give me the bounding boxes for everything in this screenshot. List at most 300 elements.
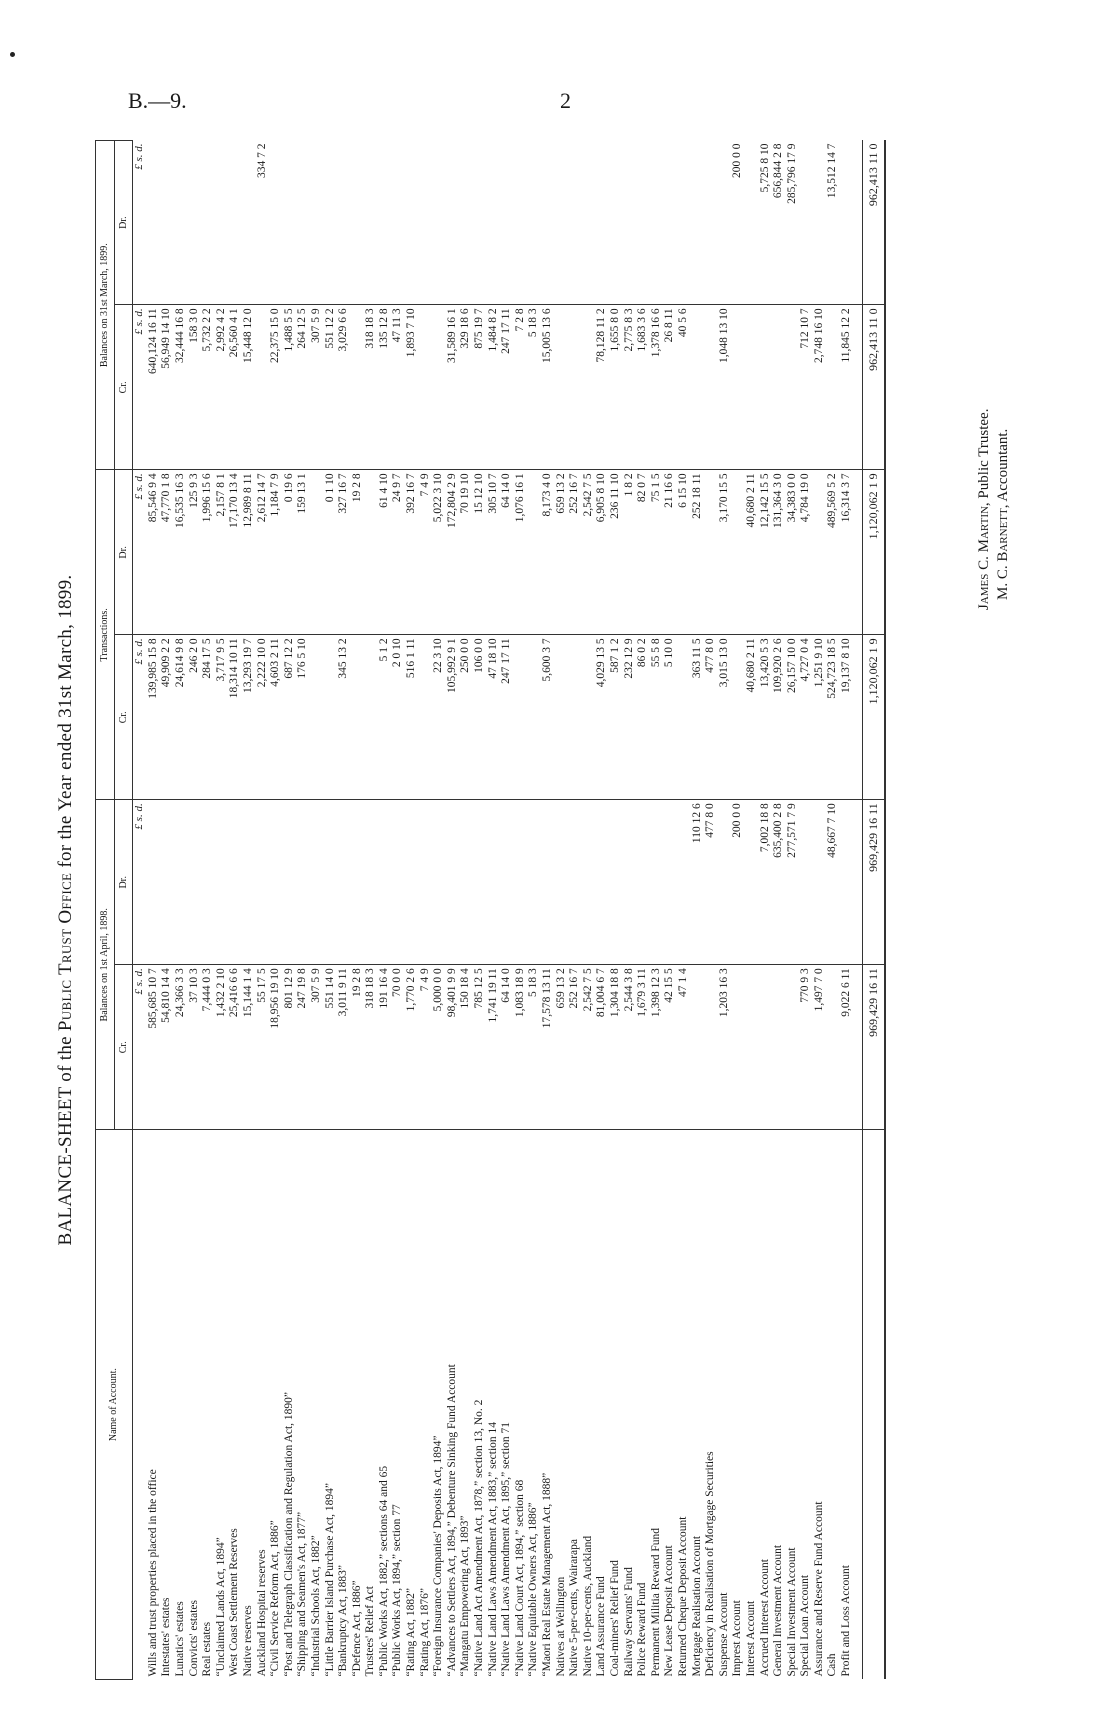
amount-b2dr bbox=[663, 141, 677, 305]
amount-b2cr bbox=[555, 305, 569, 470]
amount-b2cr bbox=[826, 305, 840, 470]
amount-b2dr bbox=[419, 141, 433, 305]
amount-tdr: 82 0 7 bbox=[636, 470, 650, 635]
account-name: West Coast Settlement Reserves bbox=[228, 1528, 241, 1677]
amount-tcr: 4,603 2 11 bbox=[269, 635, 283, 800]
amount-b2cr: 247 17 11 bbox=[500, 305, 514, 470]
amount-b2dr bbox=[745, 141, 759, 305]
amount-b1dr bbox=[677, 800, 691, 965]
amount-tdr: 8,173 4 0 bbox=[541, 470, 555, 635]
amount-tcr: 109,920 2 6 bbox=[772, 635, 786, 800]
amount-b2dr bbox=[364, 141, 378, 305]
amount-b2cr bbox=[691, 305, 705, 470]
amount-b1dr bbox=[405, 800, 419, 965]
account-name: “Defence Act, 1886” bbox=[350, 1580, 363, 1677]
amount-b1cr: 318 18 3 bbox=[364, 965, 378, 1130]
amount-b1cr: 18,956 19 10 bbox=[269, 965, 283, 1130]
table-row bbox=[459, 141, 473, 1680]
amount-b2dr bbox=[242, 141, 256, 305]
table-row bbox=[188, 141, 202, 1680]
table-row bbox=[283, 141, 297, 1680]
amount-b1cr: 47 1 4 bbox=[677, 965, 691, 1130]
table-row bbox=[337, 141, 351, 1680]
amount-tdr: 659 13 2 bbox=[555, 470, 569, 635]
table-row bbox=[256, 141, 270, 1680]
amount-b2dr bbox=[718, 141, 732, 305]
amount-tdr: 159 13 1 bbox=[296, 470, 310, 635]
amount-tcr: 232 12 9 bbox=[623, 635, 637, 800]
amount-b1cr: 64 14 0 bbox=[500, 965, 514, 1130]
amount-b2dr: 13,512 14 7 bbox=[826, 141, 840, 305]
account-name: Permanent Militia Reward Fund bbox=[649, 1527, 662, 1677]
account-name: “Post and Telegraph Classification and Regulation Act, 1890” bbox=[282, 1391, 295, 1677]
amount-b1dr bbox=[514, 800, 528, 965]
account-name: “Native Land Court Act, 1894,” section 68 bbox=[513, 1479, 526, 1677]
amount-b1cr: 3,011 9 11 bbox=[337, 965, 351, 1130]
account-name: Land Assurance Fund bbox=[595, 1576, 608, 1677]
table-row bbox=[242, 141, 256, 1680]
amount-b2cr: 22,375 15 0 bbox=[269, 305, 283, 470]
table-row bbox=[391, 141, 405, 1680]
amount-b1cr: 42 15 5 bbox=[663, 965, 677, 1130]
table-row bbox=[677, 141, 691, 1680]
amount-tcr: 13,293 19 7 bbox=[242, 635, 256, 800]
amount-tcr bbox=[582, 635, 596, 800]
amount-b1dr bbox=[378, 800, 392, 965]
amount-tcr: 516 1 11 bbox=[405, 635, 419, 800]
account-rows bbox=[133, 141, 854, 1680]
account-name: Native 10-per-cents, Auckland bbox=[581, 1535, 594, 1677]
amount-b1cr: 1,083 18 9 bbox=[514, 965, 528, 1130]
header-row-groups bbox=[96, 141, 115, 1680]
total-trans-dr: 1,120,062 1 9 bbox=[862, 470, 885, 635]
account-name: “Industrial Schools Act, 1882” bbox=[309, 1535, 322, 1677]
amount-b2dr bbox=[813, 141, 827, 305]
amount-b1dr: 7,002 18 8 bbox=[759, 800, 773, 965]
amount-b2cr bbox=[351, 305, 365, 470]
account-name: Special Investment Account bbox=[785, 1547, 798, 1677]
col-cr: Cr. bbox=[114, 965, 133, 1130]
spacer-row bbox=[854, 141, 863, 1680]
amount-tdr: 40,680 2 11 bbox=[745, 470, 759, 635]
trustee-title: Public Trustee. bbox=[976, 408, 992, 499]
account-name: Interest Account bbox=[744, 1600, 757, 1677]
title-office: Public Trust Office bbox=[55, 872, 76, 1032]
amount-b1dr: 200 0 0 bbox=[731, 800, 745, 965]
amount-b2dr bbox=[799, 141, 813, 305]
amount-b1dr bbox=[650, 800, 664, 965]
amount-b1dr bbox=[147, 800, 161, 965]
amount-tcr: 19,137 8 10 bbox=[840, 635, 854, 800]
amount-b1cr: 5 18 3 bbox=[527, 965, 541, 1130]
amount-b2cr: 1,488 5 5 bbox=[283, 305, 297, 470]
amount-b2dr bbox=[704, 141, 718, 305]
amount-tdr bbox=[731, 470, 745, 635]
amount-tcr: 24,614 9 8 bbox=[174, 635, 188, 800]
amount-tdr bbox=[704, 470, 718, 635]
amount-b2dr bbox=[296, 141, 310, 305]
amount-tdr: 125 9 3 bbox=[188, 470, 202, 635]
table-row bbox=[432, 141, 446, 1680]
amount-tcr: 4,029 13 5 bbox=[595, 635, 609, 800]
amount-tdr bbox=[310, 470, 324, 635]
table-row bbox=[500, 141, 514, 1680]
amount-b1dr bbox=[473, 800, 487, 965]
total-b1-cr: 969,429 16 11 bbox=[862, 965, 885, 1130]
amount-tdr: 3,170 15 5 bbox=[718, 470, 732, 635]
amount-tcr bbox=[419, 635, 433, 800]
amount-b2cr: 875 19 7 bbox=[473, 305, 487, 470]
table-row bbox=[745, 141, 759, 1680]
table-row bbox=[527, 141, 541, 1680]
amount-tdr: 2,542 7 5 bbox=[582, 470, 596, 635]
amount-b1dr bbox=[201, 800, 215, 965]
amount-b1cr: 785 12 5 bbox=[473, 965, 487, 1130]
amount-b2dr bbox=[446, 141, 460, 305]
amount-b1dr: 110 12 6 bbox=[691, 800, 705, 965]
amount-tcr: 2,222 10 0 bbox=[256, 635, 270, 800]
signatures bbox=[975, 409, 1013, 610]
table-row bbox=[378, 141, 392, 1680]
account-name: Police Reward Fund bbox=[636, 1582, 649, 1677]
amount-b2cr: 56,949 14 10 bbox=[160, 305, 174, 470]
table-row bbox=[324, 141, 338, 1680]
amount-tcr: 40,680 2 11 bbox=[745, 635, 759, 800]
account-name: “Mangatu Empowering Act, 1893” bbox=[459, 1515, 472, 1677]
amount-b2cr: 15,005 13 6 bbox=[541, 305, 555, 470]
amount-b2dr bbox=[514, 141, 528, 305]
title-rest: for the Year ended 31st March, 1899. bbox=[55, 574, 76, 873]
account-name: “Advances to Settlers Act, 1894,” Debenture Sinking Fund Account bbox=[445, 1364, 458, 1677]
account-name: “Shipping and Seamen's Act, 1877” bbox=[296, 1511, 309, 1677]
amount-tcr: 477 8 0 bbox=[704, 635, 718, 800]
amount-b2cr: 1,484 8 2 bbox=[487, 305, 501, 470]
amount-b1dr bbox=[269, 800, 283, 965]
amount-tdr: 5,022 3 10 bbox=[432, 470, 446, 635]
amount-b1cr: 70 0 0 bbox=[391, 965, 405, 1130]
amount-b1dr bbox=[663, 800, 677, 965]
amount-b2dr: 200 0 0 bbox=[731, 141, 745, 305]
col-group-bal1898: Balances on 1st April, 1898. bbox=[96, 800, 115, 1130]
amount-b1cr: 247 19 8 bbox=[296, 965, 310, 1130]
amount-b1cr bbox=[772, 965, 786, 1130]
accountant-signature bbox=[994, 409, 1013, 610]
amount-tdr: 1,996 15 6 bbox=[201, 470, 215, 635]
amount-b1cr: 1,497 7 0 bbox=[813, 965, 827, 1130]
amount-b1cr: 2,542 7 5 bbox=[582, 965, 596, 1130]
amount-b2dr: 656,844 2 8 bbox=[772, 141, 786, 305]
amount-b2dr bbox=[201, 141, 215, 305]
amount-b1dr bbox=[364, 800, 378, 965]
trustee-name: James C. Martin, bbox=[976, 502, 992, 610]
col-group-transactions: Transactions. bbox=[96, 470, 115, 800]
amount-b2cr: 26,560 4 1 bbox=[228, 305, 242, 470]
amount-tdr: 0 19 6 bbox=[283, 470, 297, 635]
amount-b1cr: 19 2 8 bbox=[351, 965, 365, 1130]
amount-b1cr: 1,304 18 8 bbox=[609, 965, 623, 1130]
amount-b2cr bbox=[745, 305, 759, 470]
amount-b1cr: 801 12 9 bbox=[283, 965, 297, 1130]
amount-tcr: 106 0 0 bbox=[473, 635, 487, 800]
account-name: “Rating Act, 1876” bbox=[418, 1588, 431, 1677]
amount-b1dr bbox=[351, 800, 365, 965]
amount-b2dr: 5,725 8 10 bbox=[759, 141, 773, 305]
account-name: “Little Barrier Island Purchase Act, 1894” bbox=[323, 1482, 336, 1677]
stray-mark bbox=[10, 52, 15, 57]
amount-b1cr: 551 14 0 bbox=[324, 965, 338, 1130]
amount-tcr: 687 12 2 bbox=[283, 635, 297, 800]
amount-tcr bbox=[677, 635, 691, 800]
amount-tdr: 47,770 1 8 bbox=[160, 470, 174, 635]
units-label: £ s. d. bbox=[133, 965, 147, 1130]
amount-b1cr: 191 16 4 bbox=[378, 965, 392, 1130]
account-name: Railway Servants' Fund bbox=[622, 1567, 635, 1677]
amount-b2cr bbox=[256, 305, 270, 470]
total-trans-cr: 1,120,062 1 9 bbox=[862, 635, 885, 800]
account-name: Coal-miners' Relief Fund bbox=[608, 1560, 621, 1677]
amount-b1dr bbox=[242, 800, 256, 965]
col-dr: Dr. bbox=[114, 470, 133, 635]
amount-b2cr bbox=[432, 305, 446, 470]
amount-b1dr bbox=[500, 800, 514, 965]
amount-b1cr: 81,004 6 7 bbox=[595, 965, 609, 1130]
amount-b2dr bbox=[691, 141, 705, 305]
amount-tcr: 5,600 3 7 bbox=[541, 635, 555, 800]
amount-tdr: 4,784 19 0 bbox=[799, 470, 813, 635]
account-name: Convicts' estates bbox=[187, 1600, 200, 1677]
amount-tdr: 2,157 8 1 bbox=[215, 470, 229, 635]
amount-tcr: 139,985 15 8 bbox=[147, 635, 161, 800]
amount-b2dr bbox=[650, 141, 664, 305]
amount-tdr: 252 18 11 bbox=[691, 470, 705, 635]
amount-b1cr: 1,432 2 10 bbox=[215, 965, 229, 1130]
account-name: Wills and trust properties placed in the office bbox=[146, 1469, 159, 1677]
account-name: “Native Equitable Owners Act, 1886” bbox=[527, 1502, 540, 1677]
amount-tdr: 64 14 0 bbox=[500, 470, 514, 635]
table-row bbox=[759, 141, 773, 1680]
amount-tcr: 5 10 0 bbox=[663, 635, 677, 800]
table-row bbox=[786, 141, 800, 1680]
amount-b1dr bbox=[487, 800, 501, 965]
table-row bbox=[718, 141, 732, 1680]
amount-tcr: 47 18 10 bbox=[487, 635, 501, 800]
amount-b2dr bbox=[324, 141, 338, 305]
amount-b1dr bbox=[296, 800, 310, 965]
amount-b2cr: 551 12 2 bbox=[324, 305, 338, 470]
account-name: “Civil Service Reform Act, 1886” bbox=[269, 1520, 282, 1677]
amount-b2cr: 26 8 11 bbox=[663, 305, 677, 470]
amount-b1dr: 635,400 2 8 bbox=[772, 800, 786, 965]
units-label: £ s. d. bbox=[133, 800, 147, 965]
account-name: Auckland Hospital reserves bbox=[255, 1549, 268, 1677]
amount-b2cr: 158 3 0 bbox=[188, 305, 202, 470]
table-row bbox=[826, 141, 840, 1680]
account-name: Intestates' estates bbox=[160, 1597, 173, 1677]
amount-b2dr bbox=[840, 141, 854, 305]
account-name: “Native Land Laws Amendment Act, 1895,” section 71 bbox=[500, 1421, 513, 1677]
amount-tcr: 55 5 8 bbox=[650, 635, 664, 800]
amount-b1cr: 25,416 6 6 bbox=[228, 965, 242, 1130]
amount-b2dr: 285,796 17 9 bbox=[786, 141, 800, 305]
amount-b1cr: 24,366 3 3 bbox=[174, 965, 188, 1130]
amount-tcr bbox=[351, 635, 365, 800]
table-row bbox=[691, 141, 705, 1680]
amount-tcr bbox=[731, 635, 745, 800]
amount-b2dr bbox=[174, 141, 188, 305]
amount-b2cr: 1,655 8 0 bbox=[609, 305, 623, 470]
amount-b1cr: 1,770 2 6 bbox=[405, 965, 419, 1130]
col-cr: Cr. bbox=[114, 635, 133, 800]
amount-b1cr: 17,578 13 11 bbox=[541, 965, 555, 1130]
col-group-bal1899: Balances on 31st March, 1899. bbox=[96, 141, 115, 470]
amount-b1cr: 252 16 7 bbox=[568, 965, 582, 1130]
table-row bbox=[772, 141, 786, 1680]
total-b2-dr: 962,413 11 0 bbox=[862, 141, 885, 305]
table-row bbox=[160, 141, 174, 1680]
account-name: New Lease Deposit Account bbox=[663, 1545, 676, 1677]
amount-b2dr bbox=[378, 141, 392, 305]
account-name: Suspense Account bbox=[717, 1592, 730, 1677]
rotated-sheet bbox=[55, 130, 1055, 1690]
amount-tdr bbox=[813, 470, 827, 635]
units-label: £ s. d. bbox=[133, 470, 147, 635]
accountant-title: Accountant. bbox=[995, 428, 1011, 502]
amount-b2dr: 334 7 2 bbox=[256, 141, 270, 305]
account-name: “Foreign Insurance Companies' Deposits Act, 1894” bbox=[432, 1435, 445, 1677]
amount-b2cr: 32,444 16 8 bbox=[174, 305, 188, 470]
amount-b1cr: 307 5 9 bbox=[310, 965, 324, 1130]
amount-b1dr bbox=[215, 800, 229, 965]
amount-tdr: 392 16 7 bbox=[405, 470, 419, 635]
amount-tdr: 327 16 7 bbox=[337, 470, 351, 635]
amount-tdr: 12,142 15 5 bbox=[759, 470, 773, 635]
account-name: “Native Land Laws Amendment Act, 1883,” section 14 bbox=[486, 1421, 499, 1677]
amount-b2cr: 78,128 11 2 bbox=[595, 305, 609, 470]
table-row bbox=[623, 141, 637, 1680]
amount-b2cr: 7 2 8 bbox=[514, 305, 528, 470]
amount-tcr: 18,314 10 11 bbox=[228, 635, 242, 800]
amount-b1cr bbox=[745, 965, 759, 1130]
table-row bbox=[473, 141, 487, 1680]
amount-b2cr: 640,124 16 11 bbox=[147, 305, 161, 470]
account-name: Native 5-per-cents, Wairarapa bbox=[568, 1538, 581, 1677]
amount-b2cr: 264 12 5 bbox=[296, 305, 310, 470]
amount-b1dr bbox=[419, 800, 433, 965]
col-dr: Dr. bbox=[114, 141, 133, 305]
amount-tdr: 15 12 10 bbox=[473, 470, 487, 635]
amount-tcr bbox=[555, 635, 569, 800]
account-name: Natives at Wellington bbox=[554, 1576, 567, 1677]
page-number: 2 bbox=[560, 88, 571, 113]
amount-b2dr bbox=[391, 141, 405, 305]
total-b2-cr: 962,413 11 0 bbox=[862, 305, 885, 470]
amount-tdr: 489,569 5 2 bbox=[826, 470, 840, 635]
amount-b1dr bbox=[160, 800, 174, 965]
amount-b1cr: 98,401 9 9 bbox=[446, 965, 460, 1130]
account-name: “Rating Act, 1882” bbox=[405, 1588, 418, 1677]
table-row bbox=[269, 141, 283, 1680]
amount-b2dr bbox=[487, 141, 501, 305]
amount-tdr: 1 8 2 bbox=[623, 470, 637, 635]
amount-b1dr: 48,667 7 10 bbox=[826, 800, 840, 965]
table-row bbox=[405, 141, 419, 1680]
amount-b2cr: 11,845 12 2 bbox=[840, 305, 854, 470]
totals-row bbox=[862, 141, 885, 1680]
amount-tdr: 6,905 8 10 bbox=[595, 470, 609, 635]
account-name: Profit and Loss Account bbox=[840, 1565, 853, 1677]
amount-tcr: 363 11 5 bbox=[691, 635, 705, 800]
balance-sheet-table bbox=[95, 140, 886, 1680]
amount-tdr bbox=[364, 470, 378, 635]
account-name: “Native Land Act Amendment Act, 1878,” section 13, No. 2 bbox=[473, 1399, 486, 1677]
amount-b2dr bbox=[609, 141, 623, 305]
amount-tcr: 3,717 9 5 bbox=[215, 635, 229, 800]
account-name: Special Loan Account bbox=[799, 1574, 812, 1677]
amount-b1cr: 54,810 14 4 bbox=[160, 965, 174, 1130]
account-name: Returned Cheque Deposit Account bbox=[676, 1516, 689, 1677]
amount-tcr: 4,727 0 4 bbox=[799, 635, 813, 800]
amount-tdr: 12,989 8 11 bbox=[242, 470, 256, 635]
amount-tcr: 3,015 13 0 bbox=[718, 635, 732, 800]
amount-b2dr bbox=[269, 141, 283, 305]
amount-b1dr bbox=[310, 800, 324, 965]
amount-b2cr: 47 11 3 bbox=[391, 305, 405, 470]
amount-b2cr: 15,448 12 0 bbox=[242, 305, 256, 470]
amount-b2cr: 135 12 8 bbox=[378, 305, 392, 470]
amount-b2cr: 2,748 16 10 bbox=[813, 305, 827, 470]
amount-b2cr bbox=[582, 305, 596, 470]
amount-tdr: 0 1 10 bbox=[324, 470, 338, 635]
table-row bbox=[609, 141, 623, 1680]
amount-tdr: 17,170 13 4 bbox=[228, 470, 242, 635]
account-name: Native reserves bbox=[241, 1605, 254, 1677]
table-row bbox=[568, 141, 582, 1680]
amount-b1cr: 659 13 2 bbox=[555, 965, 569, 1130]
amount-tcr: 105,992 9 1 bbox=[446, 635, 460, 800]
amount-b1dr bbox=[459, 800, 473, 965]
amount-tcr bbox=[527, 635, 541, 800]
amount-b2cr: 5,732 2 2 bbox=[201, 305, 215, 470]
amount-b2cr: 1,893 7 10 bbox=[405, 305, 419, 470]
amount-b2cr: 40 5 6 bbox=[677, 305, 691, 470]
amount-b2cr: 1,683 3 6 bbox=[636, 305, 650, 470]
amount-b2dr bbox=[555, 141, 569, 305]
amount-b2dr bbox=[188, 141, 202, 305]
amount-b1dr bbox=[813, 800, 827, 965]
account-name: Accrued Interest Account bbox=[758, 1558, 771, 1677]
account-name: General Investment Account bbox=[772, 1544, 785, 1677]
amount-b2cr bbox=[731, 305, 745, 470]
amount-b1cr bbox=[786, 965, 800, 1130]
amount-b1dr bbox=[432, 800, 446, 965]
amount-b2dr bbox=[310, 141, 324, 305]
amount-tdr: 70 19 10 bbox=[459, 470, 473, 635]
account-name: “Public Works Act, 1894,” section 77 bbox=[391, 1504, 404, 1677]
amount-b1dr bbox=[745, 800, 759, 965]
amount-b2dr bbox=[541, 141, 555, 305]
amount-b1cr: 1,203 16 3 bbox=[718, 965, 732, 1130]
amount-b1dr bbox=[582, 800, 596, 965]
amount-tdr: 236 11 10 bbox=[609, 470, 623, 635]
table-row bbox=[636, 141, 650, 1680]
table-row bbox=[215, 141, 229, 1680]
amount-tcr bbox=[568, 635, 582, 800]
amount-b1cr: 9,022 6 11 bbox=[840, 965, 854, 1130]
account-name: Cash bbox=[826, 1653, 839, 1677]
table-row bbox=[582, 141, 596, 1680]
amount-b1dr bbox=[541, 800, 555, 965]
amount-b1cr: 37 10 3 bbox=[188, 965, 202, 1130]
